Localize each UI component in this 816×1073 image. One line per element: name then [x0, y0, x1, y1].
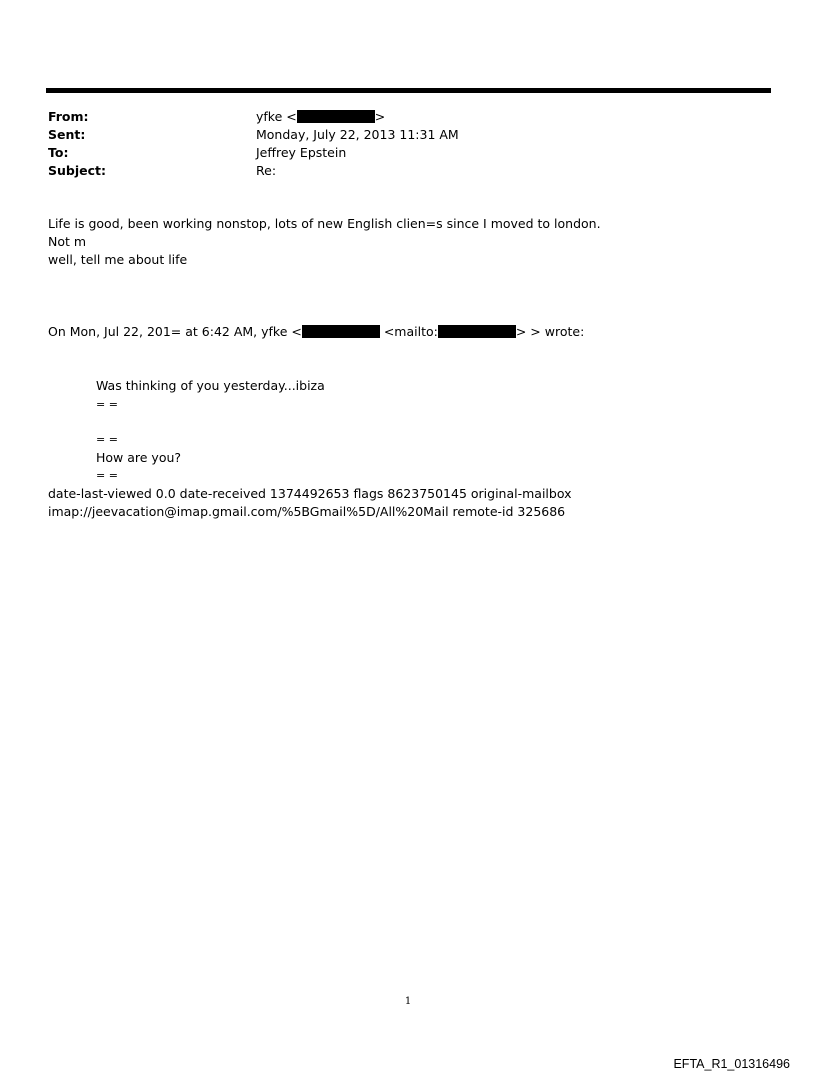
quoted-line-4: How are you? — [96, 450, 182, 465]
metadata-line-1: date-last-viewed 0.0 date-received 1374492653 flags 8623750145 original-mailbox — [48, 486, 572, 501]
quoted-line-3: = = — [96, 433, 118, 446]
subject-label: Subject: — [48, 163, 106, 178]
sent-value: Monday, July 22, 2013 11:31 AM — [256, 127, 459, 142]
quote-attribution-middle: <mailto: — [383, 324, 438, 339]
document-id: EFTA_R1_01316496 — [673, 1057, 790, 1071]
body-line-3: well, tell me about life — [48, 252, 188, 267]
quote-attribution-prefix: On Mon, Jul 22, 201= at 6:42 AM, yfke < — [48, 324, 302, 339]
from-value — [256, 108, 385, 126]
subject-row — [48, 162, 768, 180]
from-label: From: — [48, 109, 89, 124]
quote-attribution — [48, 323, 584, 341]
redaction-box — [302, 325, 380, 338]
to-value: Jeffrey Epstein — [256, 145, 347, 160]
to-label: To: — [48, 145, 69, 160]
from-row — [48, 108, 768, 126]
page-number: 1 — [404, 996, 412, 1007]
email-header — [48, 108, 768, 180]
subject-value: Re: — [256, 163, 277, 178]
header-divider — [46, 88, 771, 93]
quoted-line-2: = = — [96, 398, 118, 411]
body-line-1: Life is good, been working nonstop, lots of new English clien=s since I moved to london. — [48, 216, 601, 231]
sent-label: Sent: — [48, 127, 86, 142]
redaction-box — [438, 325, 516, 338]
from-value-prefix: yfke < — [256, 109, 297, 124]
quote-attribution-suffix: > > wrote: — [515, 324, 585, 339]
quoted-line-1: Was thinking of you yesterday...ibiza — [96, 378, 325, 393]
sent-row — [48, 126, 768, 144]
body-line-2: Not m — [48, 234, 87, 249]
to-row — [48, 144, 768, 162]
metadata-line-2: imap://jeevacation@imap.gmail.com/%5BGmail%5D/All%20Mail remote-id 325686 — [48, 504, 566, 519]
redaction-box — [297, 110, 375, 123]
quoted-line-5: = = — [96, 469, 118, 482]
from-value-suffix: > — [374, 109, 386, 124]
